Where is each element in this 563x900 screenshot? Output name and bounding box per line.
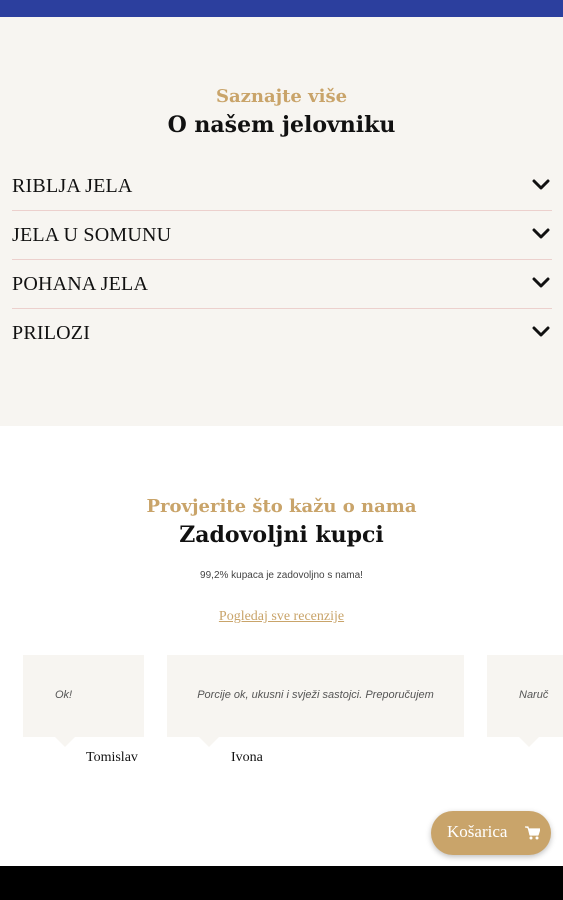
review-card [487,655,563,737]
bottom-bar [0,866,563,900]
accordion-item-label: POHANA JELA [12,273,149,295]
speech-tail [55,737,75,747]
accordion-item-label: RIBLJA JELA [12,175,133,197]
cart-icon [525,826,540,840]
speech-tail [199,737,219,747]
cart-button[interactable] [431,811,551,855]
chevron-down-icon [532,326,550,338]
reviews-section [0,426,563,866]
accordion-item-riblja-jela[interactable] [12,162,552,211]
reviews-title: Zadovoljni kupci [179,522,384,548]
accordion-item-label: PRILOZI [12,322,91,344]
review-text: Naruč [519,689,549,701]
menu-eyebrow: Saznajte više [215,86,348,107]
review-card [167,655,464,737]
menu-title: O našem jelovniku [167,112,396,138]
review-text: Ok! [55,689,73,701]
accordion-item-pohana-jela[interactable] [12,260,552,309]
review-author: Tomislav [86,750,138,765]
chevron-down-icon [532,179,550,191]
review-author: Ivona [231,750,263,765]
speech-tail [519,737,539,747]
menu-section [0,17,563,426]
reviews-eyebrow: Provjerite što kažu o nama [146,496,417,517]
top-status-bar [0,0,563,17]
review-text: Porcije ok, ukusni i svježi sastojci. Preporučujem [197,689,434,701]
cart-label: Košarica [447,822,508,841]
chevron-down-icon [532,228,550,240]
review-card [23,655,144,737]
satisfaction-stat: 99,2% kupaca je zadovoljno s nama! [200,570,363,581]
accordion-item-prilozi[interactable] [12,309,552,358]
all-reviews-link[interactable]: Pogledaj sve recenzije [218,609,345,624]
chevron-down-icon [532,277,550,289]
accordion-item-jela-u-somunu[interactable] [12,211,552,260]
menu-accordion [12,162,552,358]
accordion-item-label: JELA U SOMUNU [12,224,172,246]
